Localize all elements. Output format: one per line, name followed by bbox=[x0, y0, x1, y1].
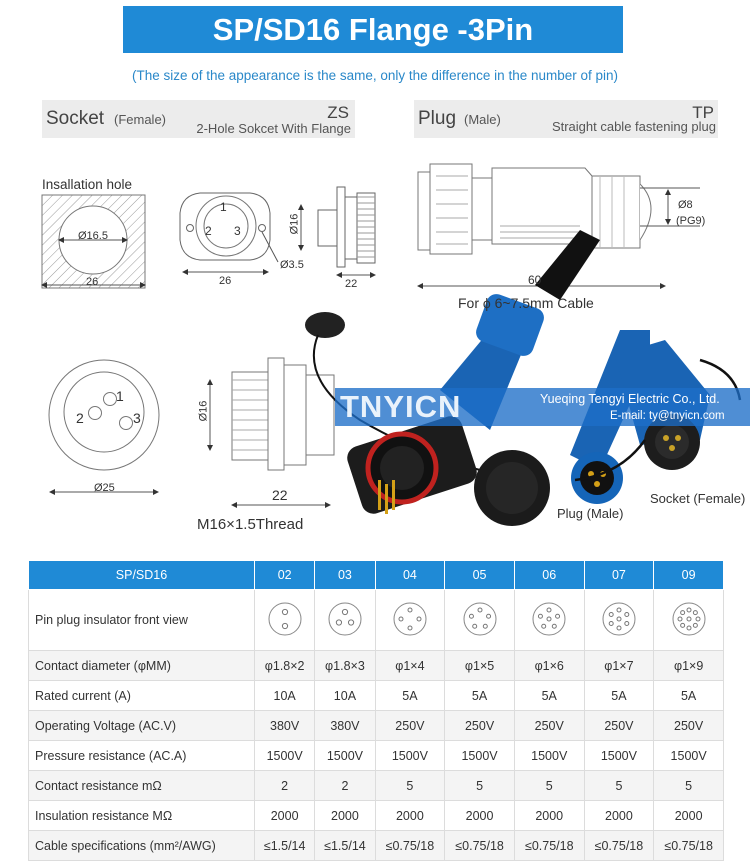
face-pin-3-circle bbox=[119, 416, 133, 430]
pin-layout-icon bbox=[671, 601, 707, 637]
table-row bbox=[29, 831, 724, 861]
pin-icon-cell bbox=[584, 590, 654, 651]
table-cell: 250V bbox=[445, 711, 515, 741]
table-header-cell: 03 bbox=[315, 561, 375, 590]
table-cell: ≤0.75/18 bbox=[445, 831, 515, 861]
face-dia-label: Ø25 bbox=[94, 482, 115, 494]
table-cell: 5 bbox=[514, 771, 584, 801]
table-cell: φ1×9 bbox=[654, 651, 724, 681]
table-header-cell: SP/SD16 bbox=[29, 561, 255, 590]
pin-1-label: 1 bbox=[220, 200, 227, 214]
side2-len-label: 22 bbox=[272, 487, 288, 503]
page-title: SP/SD16 Flange -3Pin bbox=[123, 6, 623, 53]
row-label: Pressure resistance (AC.A) bbox=[29, 741, 255, 771]
table-cell: 250V bbox=[584, 711, 654, 741]
table-cell: 1500V bbox=[255, 741, 315, 771]
table-cell: φ1×6 bbox=[514, 651, 584, 681]
row-label: Insulation resistance MΩ bbox=[29, 801, 255, 831]
row-label: Contact diameter (φMM) bbox=[29, 651, 255, 681]
product-photo bbox=[305, 230, 740, 526]
flange-side-drawing bbox=[301, 187, 375, 275]
table-header-cell: 07 bbox=[584, 561, 654, 590]
pin-layout-icon bbox=[327, 601, 363, 637]
install-hole-label: Insallation hole bbox=[42, 177, 133, 192]
flange-width-label: 26 bbox=[219, 275, 232, 287]
table-cell: φ1×4 bbox=[375, 651, 445, 681]
pin-3-label: 3 bbox=[234, 224, 241, 238]
row-label: Rated current (A) bbox=[29, 681, 255, 711]
company-name: Yueqing Tengyi Electric Co., Ltd. bbox=[540, 392, 720, 406]
face-pin-2-circle bbox=[88, 406, 102, 420]
table-cell: ≤0.75/18 bbox=[584, 831, 654, 861]
table-cell: 2000 bbox=[514, 801, 584, 831]
pin-layout-icon bbox=[267, 601, 303, 637]
pin-layout-icon bbox=[531, 601, 567, 637]
table-row bbox=[29, 741, 724, 771]
table-cell: 2000 bbox=[654, 801, 724, 831]
socket-photo-label: Socket (Female) bbox=[650, 491, 746, 506]
pin-layout-icon bbox=[601, 601, 637, 637]
install-dia-label: Ø16.5 bbox=[78, 230, 108, 242]
table-cell: 2000 bbox=[584, 801, 654, 831]
insulator-outline bbox=[329, 603, 361, 635]
table-row bbox=[29, 651, 724, 681]
table-header-cell: 06 bbox=[514, 561, 584, 590]
table-cell: φ1×5 bbox=[445, 651, 515, 681]
table-cell: 1500V bbox=[445, 741, 515, 771]
table-cell: ≤0.75/18 bbox=[375, 831, 445, 861]
pin-icon-cell bbox=[255, 590, 315, 651]
table-row bbox=[29, 801, 724, 831]
flange-side-len-label: 22 bbox=[345, 278, 358, 290]
table-cell: 2000 bbox=[375, 801, 445, 831]
table-cell: 250V bbox=[654, 711, 724, 741]
face-pin-1-circle bbox=[103, 392, 117, 406]
table-cell: 5 bbox=[654, 771, 724, 801]
plug-len-label: 60 bbox=[528, 273, 542, 287]
company-email: E-mail: ty@tnyicn.com bbox=[610, 410, 725, 422]
brand-logo: TNYICN bbox=[340, 389, 462, 424]
row-label: Operating Voltage (AC.V) bbox=[29, 711, 255, 741]
table-row bbox=[29, 771, 724, 801]
plug-photo-label: Plug (Male) bbox=[557, 506, 624, 521]
table-cell: 5 bbox=[375, 771, 445, 801]
table-cell: 2 bbox=[255, 771, 315, 801]
spec-table bbox=[28, 560, 724, 861]
page-subtitle: (The size of the appearance is the same, only the difference in the number of pin) bbox=[131, 68, 619, 83]
pin-view-row bbox=[29, 590, 724, 651]
table-cell: 5A bbox=[375, 681, 445, 711]
row-label: Contact resistance mΩ bbox=[29, 771, 255, 801]
pin-icon-cell bbox=[315, 590, 375, 651]
table-cell: 380V bbox=[255, 711, 315, 741]
pin-icon-cell bbox=[514, 590, 584, 651]
plug-gender: (Male) bbox=[464, 112, 501, 127]
flange-side-dia-label: Ø16 bbox=[288, 213, 301, 235]
table-cell: ≤1.5/14 bbox=[255, 831, 315, 861]
socket-desc: 2-Hole Sokcet With Flange bbox=[196, 121, 351, 136]
table-cell: φ1.8×3 bbox=[315, 651, 375, 681]
thread-note: M16×1.5Thread bbox=[197, 516, 304, 533]
table-cell: 10A bbox=[255, 681, 315, 711]
table-cell: 5A bbox=[445, 681, 515, 711]
plug-pg-label: (PG9) bbox=[676, 215, 706, 227]
pin-icon-cell bbox=[445, 590, 515, 651]
table-cell: ≤0.75/18 bbox=[654, 831, 724, 861]
plug-dia-label: Ø8 bbox=[678, 199, 693, 211]
table-cell: 5A bbox=[514, 681, 584, 711]
insulator-outline bbox=[269, 603, 301, 635]
row-label: Cable specifications (mm²/AWG) bbox=[29, 831, 255, 861]
plug-desc: Straight cable fastening plug bbox=[551, 119, 716, 134]
cable-note: For ϕ 6~7.5mm Cable bbox=[458, 295, 594, 311]
table-header-row bbox=[29, 561, 724, 590]
table-cell: 1500V bbox=[514, 741, 584, 771]
row-label: Pin plug insulator front view bbox=[29, 590, 255, 651]
table-cell: φ1.8×2 bbox=[255, 651, 315, 681]
table-cell: 1500V bbox=[375, 741, 445, 771]
table-row bbox=[29, 681, 724, 711]
table-cell: 5 bbox=[445, 771, 515, 801]
face-pin-3: 3 bbox=[133, 410, 141, 426]
table-header-cell: 05 bbox=[445, 561, 515, 590]
table-cell: 5A bbox=[584, 681, 654, 711]
socket-face-drawing bbox=[49, 360, 159, 492]
socket-code: ZS bbox=[327, 103, 349, 122]
pin-layout-icon bbox=[462, 601, 498, 637]
face-pin-1: 1 bbox=[116, 388, 124, 404]
flange-front-drawing bbox=[180, 193, 278, 272]
table-cell: 5A bbox=[654, 681, 724, 711]
table-cell: 2000 bbox=[315, 801, 375, 831]
socket-side-drawing bbox=[210, 358, 334, 505]
table-cell: 10A bbox=[315, 681, 375, 711]
flange-hole-label: Ø3.5 bbox=[280, 259, 304, 271]
socket-title: Socket bbox=[46, 108, 105, 129]
table-cell: 5 bbox=[584, 771, 654, 801]
socket-gender: (Female) bbox=[114, 112, 167, 127]
table-cell: 2000 bbox=[445, 801, 515, 831]
table-cell: 1500V bbox=[654, 741, 724, 771]
face-pin-2: 2 bbox=[76, 410, 84, 426]
plug-code: TP bbox=[692, 103, 714, 122]
side2-dia-label: Ø16 bbox=[197, 400, 210, 422]
table-cell: 1500V bbox=[584, 741, 654, 771]
table-cell: 1500V bbox=[315, 741, 375, 771]
table-cell: ≤1.5/14 bbox=[315, 831, 375, 861]
table-cell: φ1×7 bbox=[584, 651, 654, 681]
table-cell: 380V bbox=[315, 711, 375, 741]
table-row bbox=[29, 711, 724, 741]
table-header-cell: 09 bbox=[654, 561, 724, 590]
pin-icon-cell bbox=[375, 590, 445, 651]
pin-2-label: 2 bbox=[205, 224, 212, 238]
table-cell: 2 bbox=[315, 771, 375, 801]
pin-layout-icon bbox=[392, 601, 428, 637]
pin-icon-cell bbox=[654, 590, 724, 651]
table-cell: 2000 bbox=[255, 801, 315, 831]
install-width-label: 26 bbox=[86, 276, 99, 288]
table-cell: 250V bbox=[375, 711, 445, 741]
plug-title: Plug bbox=[418, 108, 457, 129]
table-cell: 250V bbox=[514, 711, 584, 741]
table-cell: ≤0.75/18 bbox=[514, 831, 584, 861]
table-header-cell: 02 bbox=[255, 561, 315, 590]
table-header-cell: 04 bbox=[375, 561, 445, 590]
